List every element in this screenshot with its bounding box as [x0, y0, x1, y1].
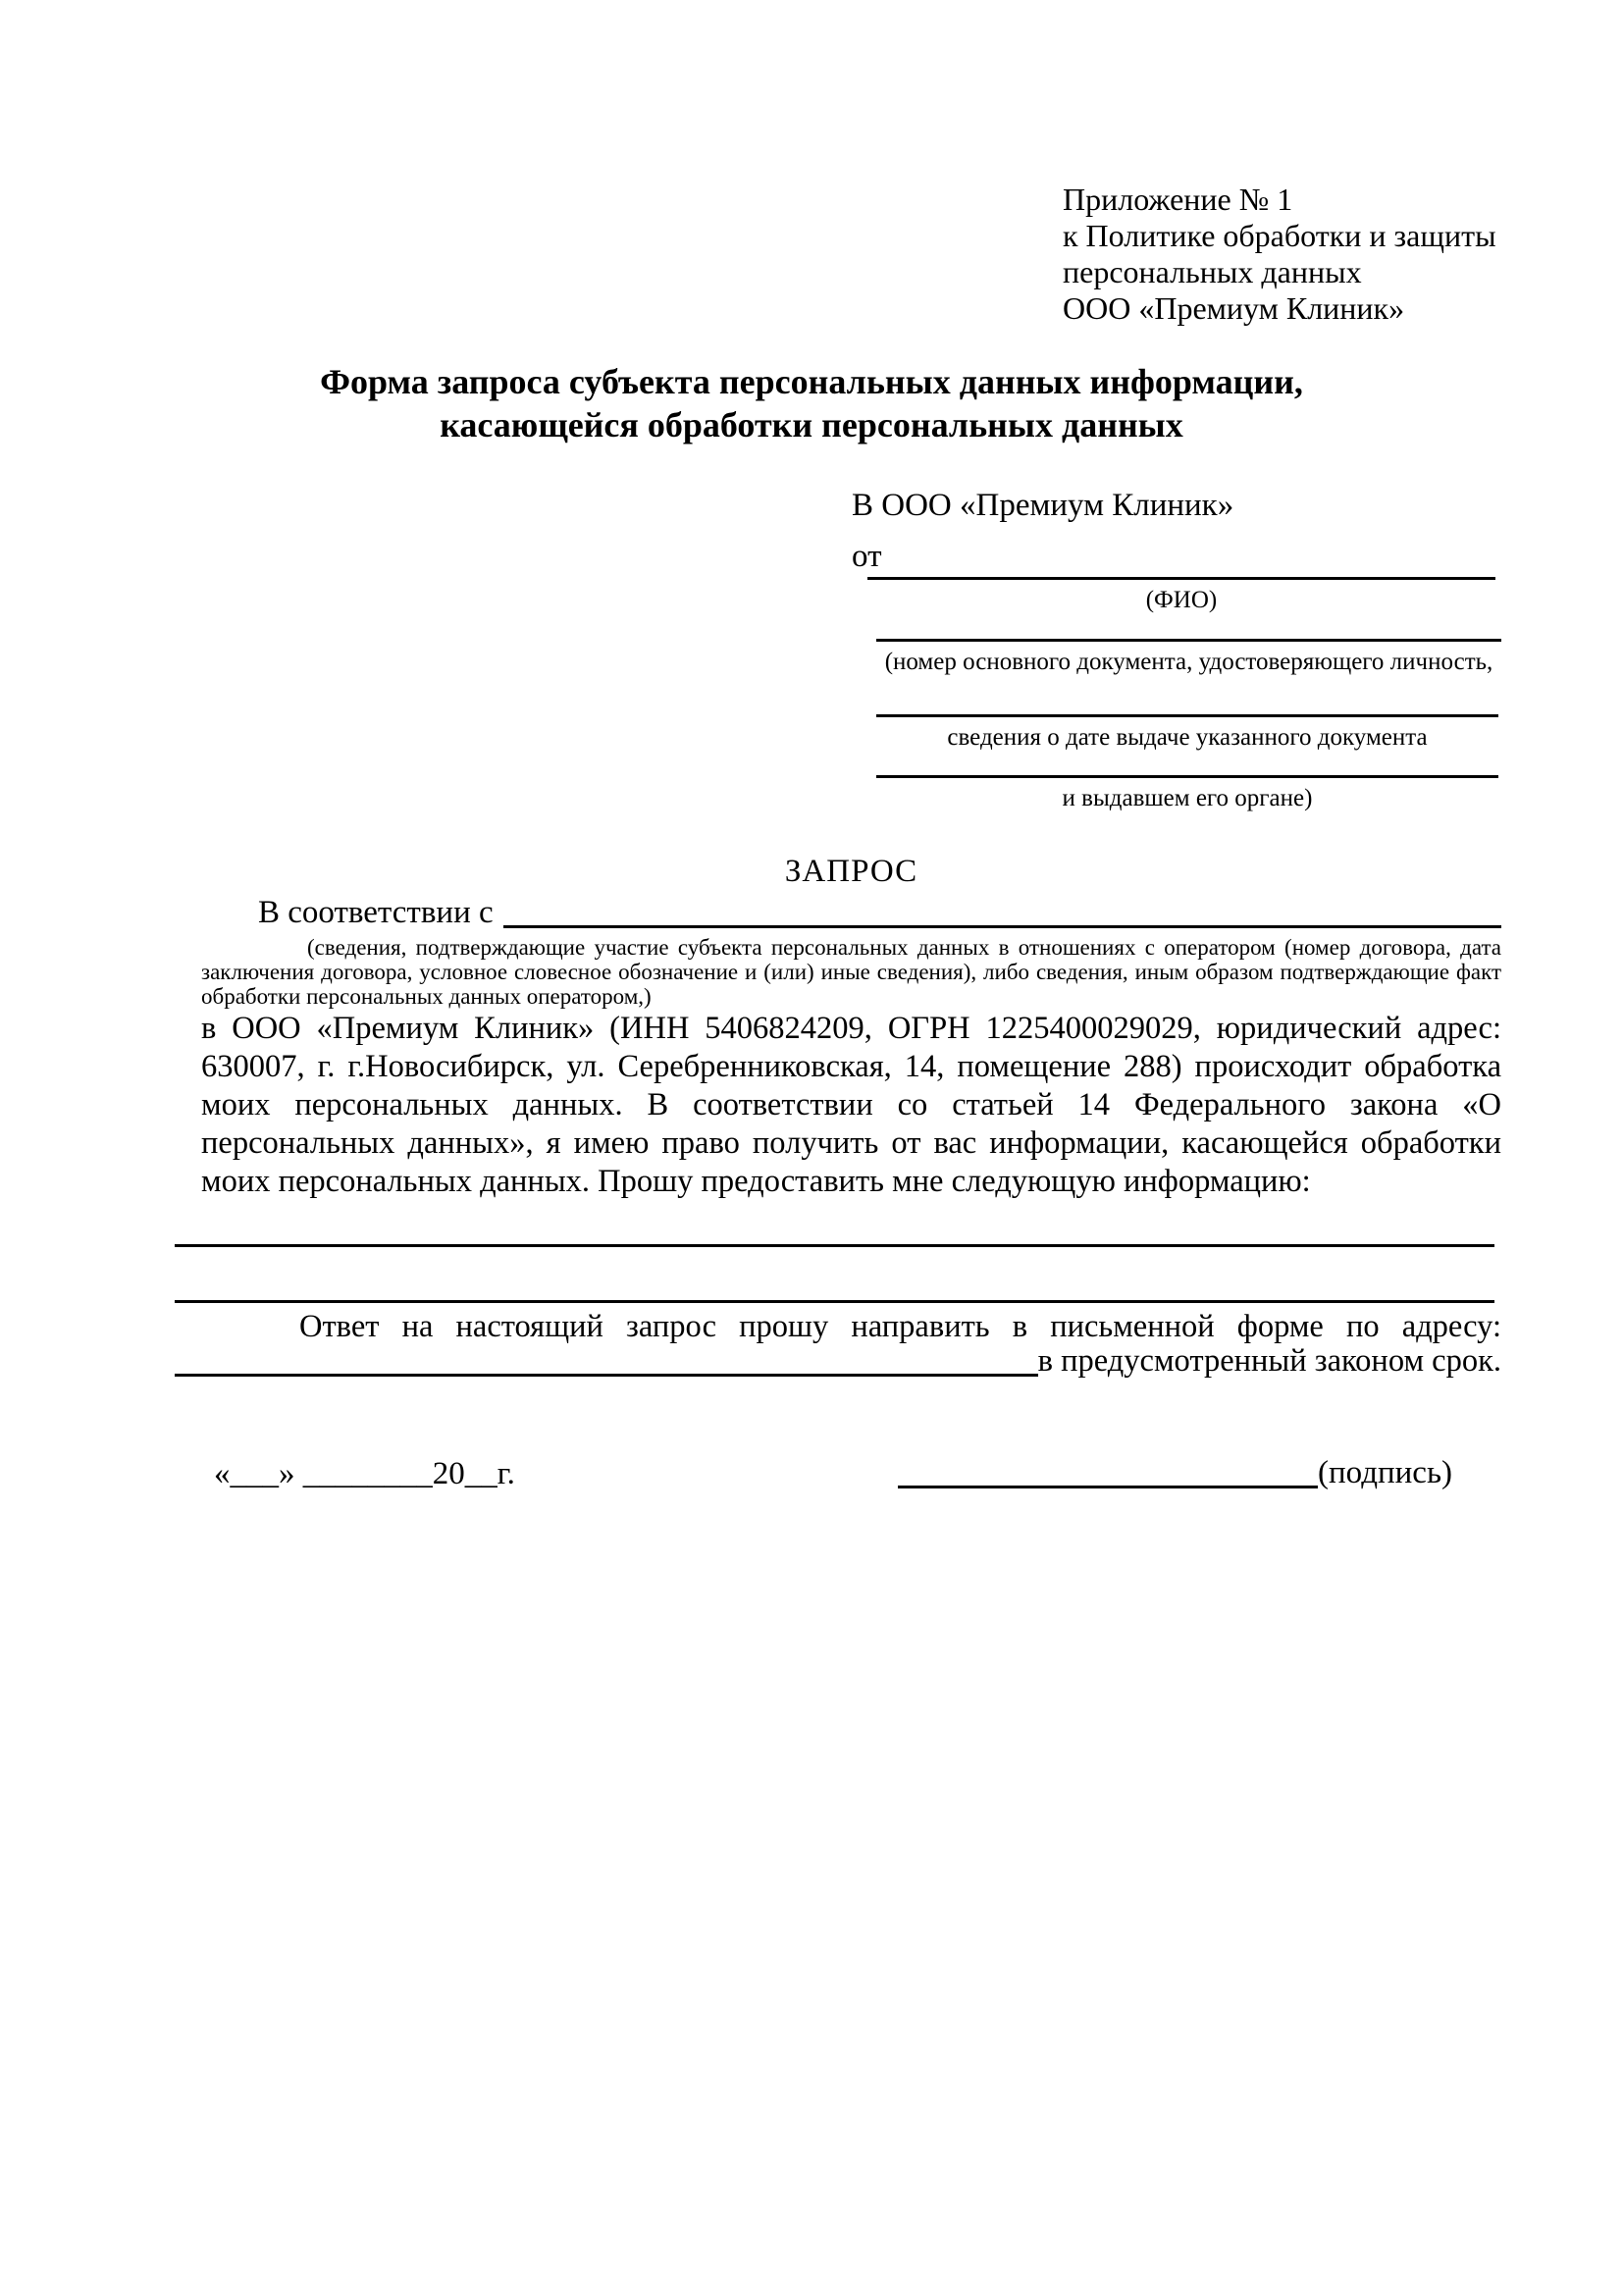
request-heading: ЗАПРОС — [784, 854, 918, 889]
info-blank-line-2 — [175, 1300, 1494, 1303]
body-line-2: 630007, г. г.Новосибирск, ул. Серебренниковская, 14, помещение 288) происходит обработка — [201, 1049, 1501, 1084]
appendix-line-2: к Политике обработки и защиты — [1063, 218, 1496, 253]
signature-blank-line — [898, 1486, 1318, 1488]
issuer-caption: и выдавшем его органе) — [1062, 785, 1313, 811]
body-line-1: в ООО «Премиум Клиник» (ИНН 5406824209, ОГРН 1225400029029, юридический адрес: — [201, 1011, 1501, 1046]
accordance-blank-line — [503, 925, 1501, 928]
info-blank-line-1 — [175, 1244, 1494, 1247]
appendix-line-3: персональных данных — [1063, 254, 1362, 289]
explanatory-note — [201, 935, 1501, 1009]
address-blank-line — [175, 1374, 1038, 1377]
signature-block — [898, 1456, 1452, 1491]
body-line-3: моих персональных данных. В соответствии со статьей 14 Федерального закона «О — [201, 1087, 1501, 1122]
date-blank: «___» ________20__г. — [214, 1456, 515, 1491]
body-line-4: персональных данных», я имею право получить от вас информации, касающейся обработки — [201, 1125, 1501, 1161]
fio-field-line — [867, 577, 1495, 580]
issuer-field-line — [876, 775, 1498, 778]
page-title-line-1: Форма запроса субъекта персональных данных информации, — [320, 362, 1303, 401]
appendix-block — [1063, 182, 1593, 327]
note-line-2: заключения договора, условное словесное обозначение и (или) иные сведения), либо сведения, иным образом подтверждающие факт — [201, 960, 1501, 984]
identity-doc-caption: (номер основного документа, удостоверяющего личность, — [884, 649, 1493, 675]
body-line-5: моих персональных данных. Прошу предоставить мне следующую информацию: — [201, 1164, 1311, 1199]
fio-caption: (ФИО) — [1145, 587, 1218, 613]
body-paragraph — [201, 1010, 1501, 1201]
appendix-line-4: ООО «Премиум Клиник» — [1063, 290, 1405, 326]
note-line-1: (сведения, подтверждающие участие субъекта персональных данных в отношениях с оператором (номер договора, дата — [307, 935, 1501, 960]
accordance-prefix: В соответствии с — [258, 895, 494, 930]
reply-line-2 — [175, 1344, 1501, 1380]
recipient-org: В ООО «Премиум Клиник» — [852, 488, 1234, 523]
signature-caption: (подпись) — [1318, 1455, 1452, 1490]
issue-date-caption: сведения о дате выдаче указанного документа — [947, 724, 1428, 751]
page-title-line-2: касающейся обработки персональных данных — [440, 405, 1183, 444]
reply-line-2-suffix: в предусмотренный законом срок. — [1037, 1343, 1501, 1379]
note-line-3: обработки персональных данных оператором,) — [201, 984, 652, 1009]
page-title — [0, 360, 1623, 446]
reply-line-1: Ответ на настоящий запрос прошу направить в письменной форме по адресу: — [299, 1309, 1501, 1344]
identity-doc-field-line — [876, 639, 1501, 642]
recipient-from-label: от — [852, 539, 882, 574]
issue-date-field-line — [876, 714, 1498, 717]
appendix-line-1: Приложение № 1 — [1063, 182, 1293, 217]
accordance-row — [201, 895, 1501, 931]
